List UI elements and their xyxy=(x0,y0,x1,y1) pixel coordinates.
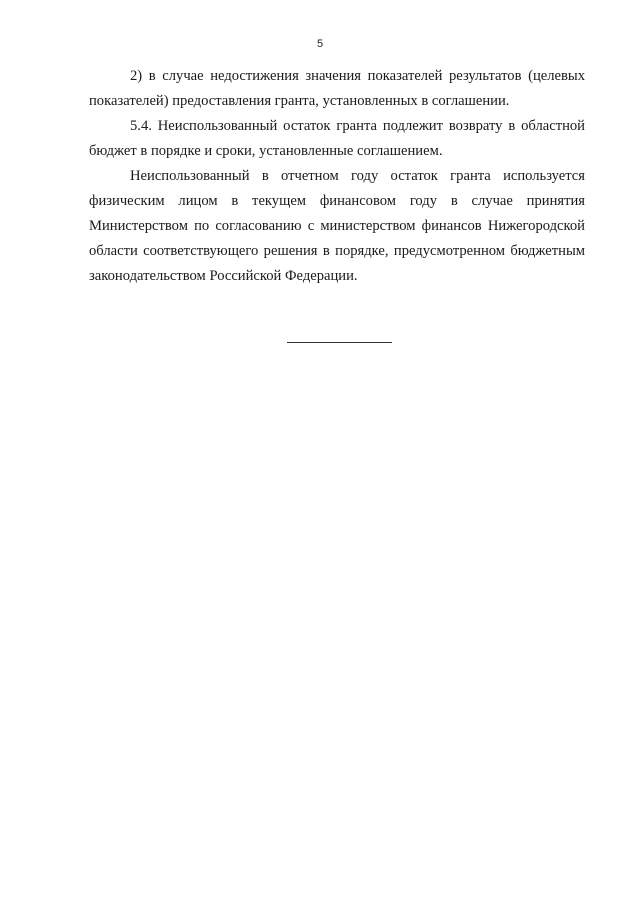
paragraph-item-2: 2) в случае недостижения значения показателей результатов (целевых показателей) предоставления гранта, установленных в соглашении. xyxy=(89,68,585,109)
end-separator-line xyxy=(287,342,392,343)
page-number: 5 xyxy=(316,38,324,50)
document-body xyxy=(89,64,585,289)
paragraph-section-5-4: 5.4. Неиспользованный остаток гранта подлежит возврату в областной бюджет в порядке и сроки, установленные соглашением. xyxy=(89,118,585,159)
paragraph-unused-balance: Неиспользованный в отчетном году остаток гранта используется физическим лицом в текущем финансовом году в случае принятия Министерством по согласованию с министерством финансов Нижегородской области соответствующего решения в порядке, предусмотренном бюджетным законодательством Российской Федерации. xyxy=(89,168,585,284)
